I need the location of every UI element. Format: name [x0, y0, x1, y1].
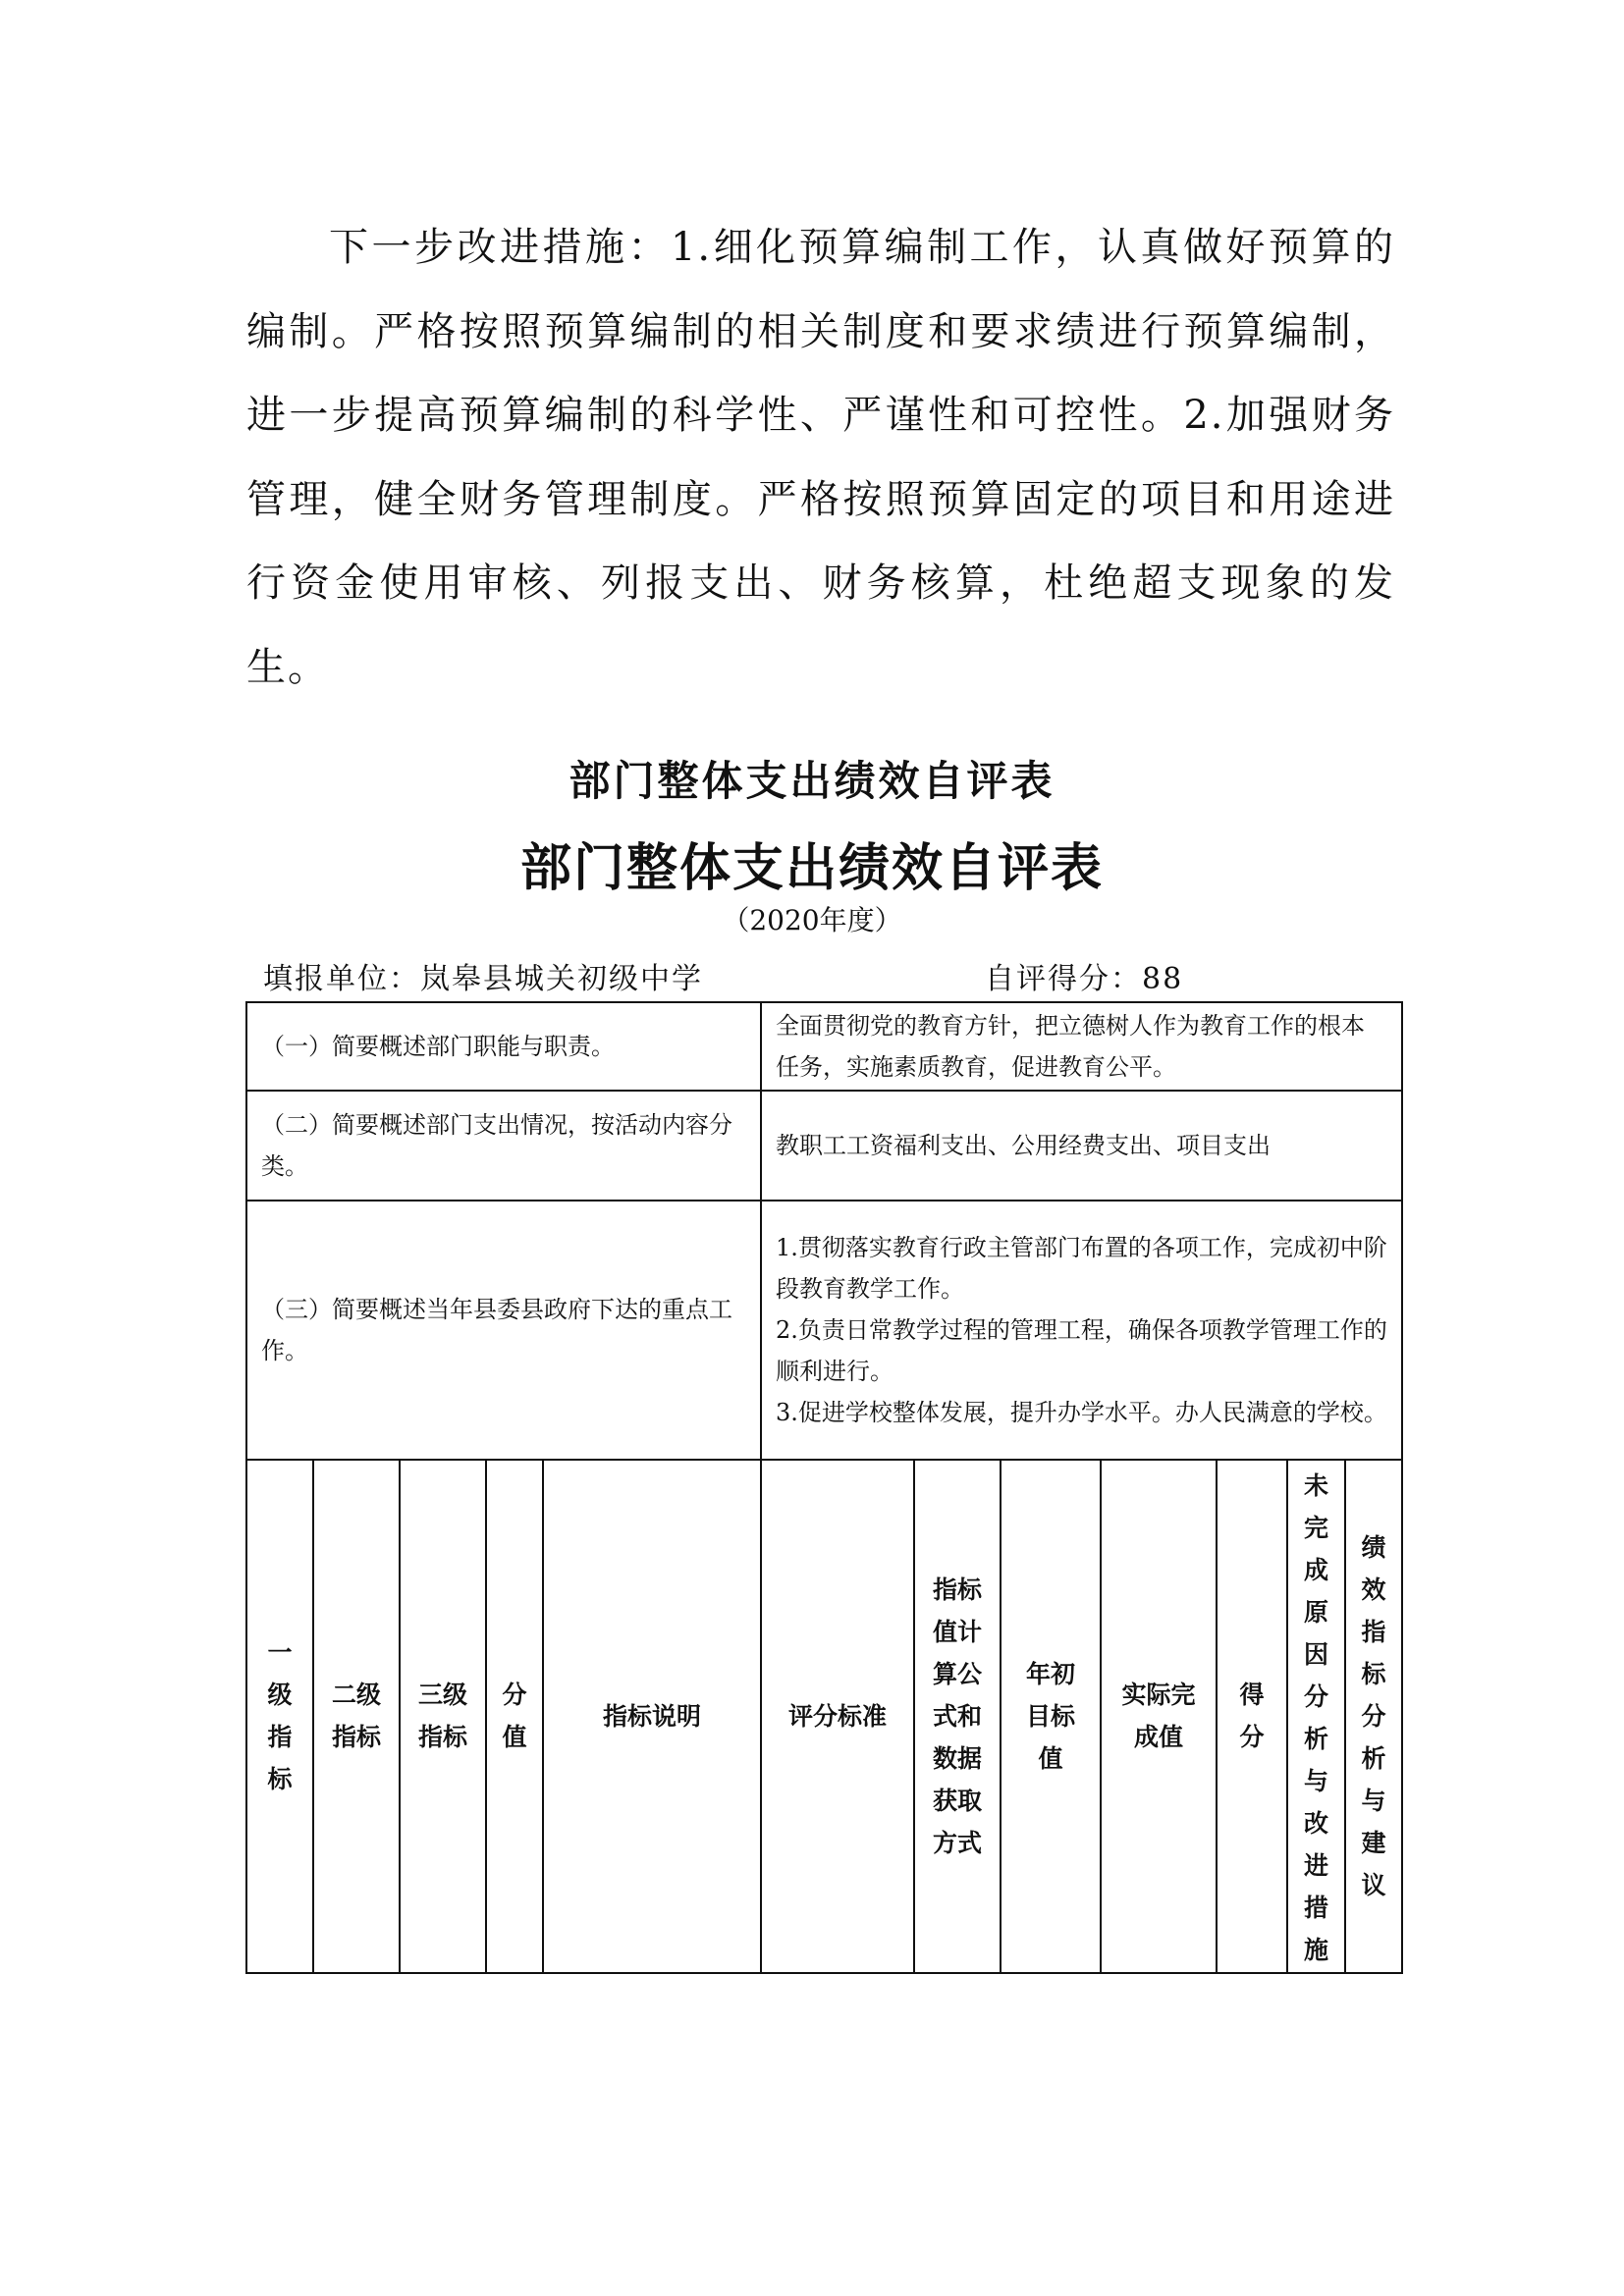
summary-answer: 教职工工资福利支出、公用经费支出、项目支出: [761, 1091, 1402, 1201]
form-year: （2020年度）: [722, 904, 902, 936]
key-work-item: 1.贯彻落实教育行政主管部门布置的各项工作，完成初中阶段教育教学工作。: [776, 1234, 1387, 1303]
summary-question: （一）简要概述部门职能与职责。: [246, 1002, 761, 1091]
col-header-level3: 三级指标: [400, 1460, 486, 1973]
col-header-initial-target: 年初目标值: [1001, 1460, 1101, 1973]
section-heading: 部门整体支出绩效自评表: [568, 757, 1056, 805]
summary-answer: 全面贯彻党的教育方针，把立德树人作为教育工作的根本任务，实施素质教育，促进教育公平。: [761, 1002, 1402, 1091]
summary-question: （三）简要概述当年县委县政府下达的重点工作。: [246, 1201, 761, 1460]
summary-question: （二）简要概述部门支出情况，按活动内容分类。: [246, 1091, 761, 1201]
col-header-reasons: 未完成原因分析与改进措施: [1287, 1460, 1345, 1973]
self-score: 自评得分：88: [985, 962, 1184, 996]
col-header-analysis: 绩效指标分析与建议: [1345, 1460, 1402, 1973]
col-header-points: 分值: [486, 1460, 543, 1973]
col-header-description: 指标说明: [543, 1460, 761, 1973]
col-header-actual: 实际完成值: [1101, 1460, 1217, 1973]
form-title: 部门整体支出绩效自评表: [519, 839, 1104, 898]
improvement-measures-paragraph: 下一步改进措施：1.细化预算编制工作，认真做好预算的编制。严格按照预算编制的相关制度和要求绩进行预算编制，进一步提高预算编制的科学性、严谨性和可控性。2.加强财务管理，健全财务管理制度。严格按照预算固定的项目和用途进行资金使用审核、列报支出、财务核算，杜绝超支现象的发生。: [246, 225, 1395, 690]
col-header-formula: 指标值计算公式和数据获取方式: [914, 1460, 1001, 1973]
reporting-unit: 填报单位：岚皋县城关初级中学: [263, 962, 703, 996]
col-header-criteria: 评分标准: [761, 1460, 914, 1973]
summary-row-expenditure: [246, 1091, 1402, 1201]
col-header-level1: 一级指标: [246, 1460, 313, 1973]
summary-row-functions: [246, 1002, 1402, 1091]
summary-answer: [761, 1201, 1402, 1460]
col-header-score: 得分: [1217, 1460, 1287, 1973]
self-evaluation-table: [245, 1001, 1403, 1974]
summary-row-key-work: [246, 1201, 1402, 1460]
key-work-item: 3.促进学校整体发展，提升办学水平。办人民满意的学校。: [776, 1399, 1387, 1426]
key-work-item: 2.负责日常教学过程的管理工程，确保各项教学管理工作的顺利进行。: [776, 1316, 1387, 1385]
col-header-level2: 二级指标: [313, 1460, 400, 1973]
indicator-header-row: [246, 1460, 1402, 1973]
